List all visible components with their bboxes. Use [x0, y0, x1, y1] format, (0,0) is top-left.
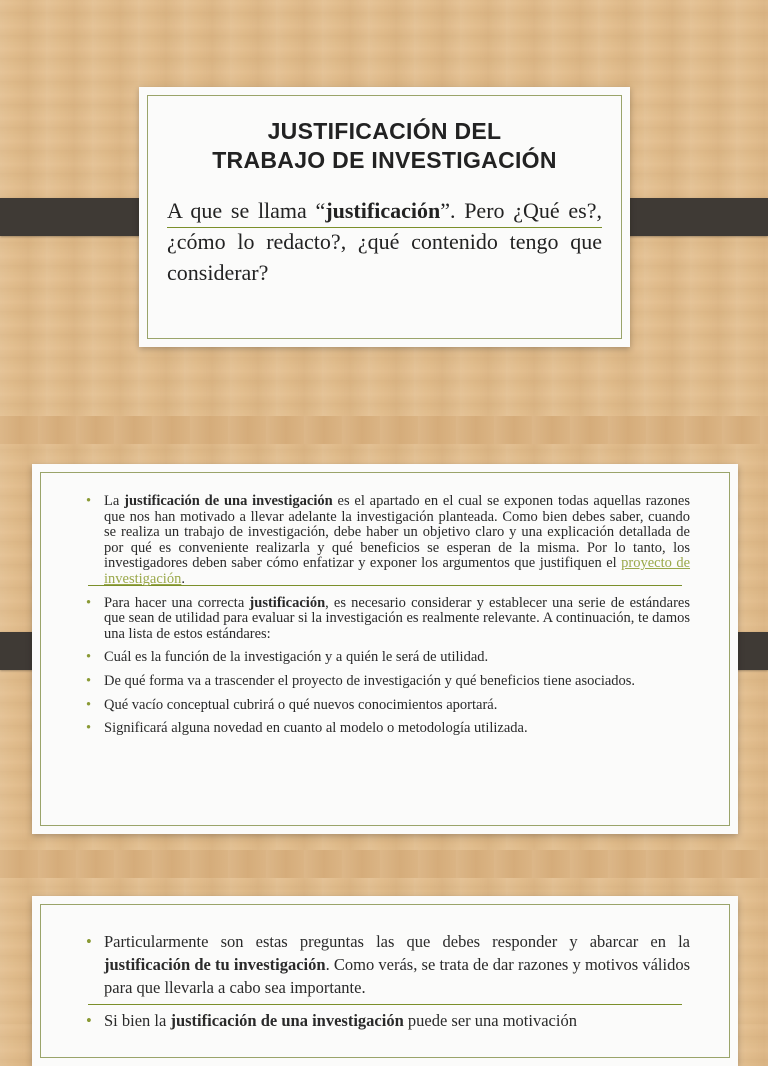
- slide-1-intro: [167, 195, 602, 288]
- slide-3: [32, 896, 738, 1066]
- bullet-icon: •: [86, 720, 92, 737]
- left-strap: [0, 198, 145, 236]
- bullet-icon: •: [86, 932, 92, 951]
- intro-text-cont: ”. Pero ¿Qué es?, ¿cómo lo redacto?, ¿qué contenido tengo que considerar?: [167, 198, 602, 285]
- wood-gap: [0, 850, 768, 878]
- bold-text: justificación de una investigación: [124, 493, 333, 509]
- text: Significará alguna novedad en cuanto al modelo o metodología utilizada.: [104, 720, 528, 737]
- slide-1: [139, 87, 630, 347]
- bullet-icon: •: [86, 696, 92, 713]
- text: .: [181, 570, 185, 587]
- slide-2-bullets: [84, 494, 690, 745]
- list-item: [84, 494, 690, 588]
- title-line-2: TRABAJO DE INVESTIGACIÓN: [212, 147, 557, 173]
- slide-3-bullets: [84, 930, 690, 1042]
- bullet-icon: •: [86, 1011, 92, 1030]
- list-item: [84, 721, 690, 737]
- list-item: [84, 650, 690, 666]
- list-item: [84, 930, 690, 999]
- bullet-icon: •: [86, 672, 92, 689]
- text: La: [104, 493, 125, 509]
- slide-1-title: [139, 117, 630, 175]
- intro-text: A que se llama “: [167, 198, 326, 223]
- text: Si bien la: [104, 1011, 171, 1030]
- wood-gap: [0, 416, 768, 444]
- proyecto-link[interactable]: proyecto de investigación: [104, 555, 691, 587]
- text: Cuál es la función de la investigación y a quién le será de utilidad.: [104, 649, 489, 666]
- bold-text: justificación de una investigación: [170, 1011, 404, 1030]
- text: , es necesario considerar y establecer una serie de estándares que sean de utilidad para evaluar si la investigación es realmente relevante. A continuación, te damos una lista de estos estándares:: [104, 594, 691, 642]
- bullet-icon: •: [86, 493, 92, 509]
- right-strap: [614, 198, 768, 236]
- intro-bold: justificación: [325, 198, 441, 223]
- list-item: [84, 596, 690, 643]
- bullet-icon: •: [86, 594, 92, 611]
- text: . Como verás, se trata de dar razones y motivos válidos para que llevarla a cabo sea importante.: [104, 955, 690, 997]
- text: Qué vacío conceptual cubrirá o qué nuevos conocimientos aportará.: [104, 696, 498, 713]
- text: Para hacer una correcta: [104, 594, 250, 611]
- bold-text: justificación: [249, 594, 326, 611]
- text: Particularmente son estas preguntas las que debes responder y abarcar en la: [104, 932, 690, 951]
- text: puede ser una motivación: [403, 1011, 577, 1030]
- title-line-1: JUSTIFICACIÓN DEL: [267, 118, 502, 144]
- bold-text: justificación de tu investigación: [104, 955, 326, 974]
- list-item: [84, 674, 690, 690]
- slide-2: [32, 464, 738, 834]
- list-item: [84, 1009, 690, 1032]
- bullet-icon: •: [86, 649, 92, 666]
- text: De qué forma va a trascender el proyecto de investigación y qué beneficios tiene asociados.: [104, 672, 636, 689]
- list-item: [84, 698, 690, 714]
- text: es el apartado en el cual se exponen todas aquellas razones que nos han motivado a llevar adelante la investigación planteada. Como bien debes saber, cuando se realiza un trabajo de investigación, debe haber un objetivo claro y una explicación detallada de por qué es conveniente realizarla y qué beneficios se esperan de la misma. Por lo tanto, los investigadores deben saber cómo enfatizar y exponer los argumentos que justifiquen el: [104, 493, 690, 572]
